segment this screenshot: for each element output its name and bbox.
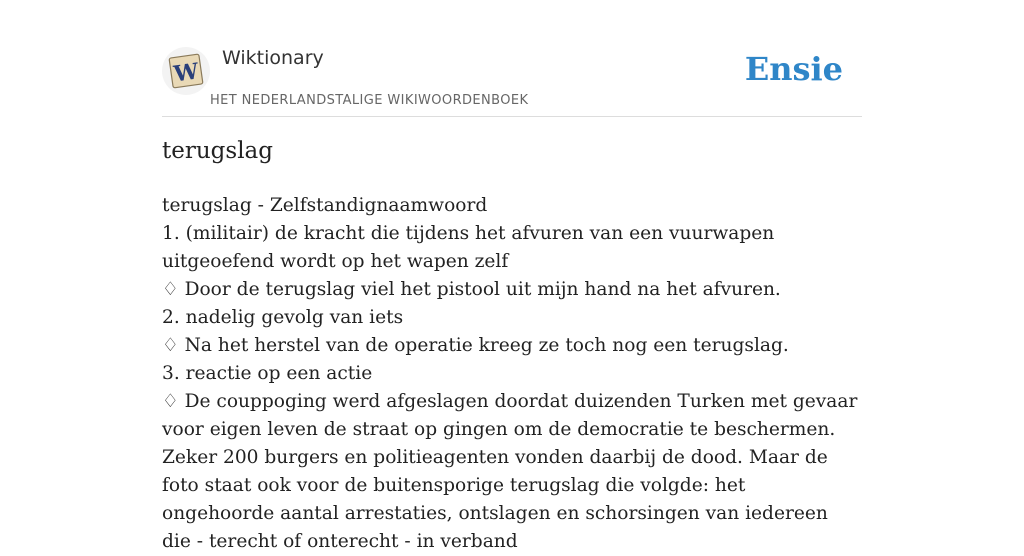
entry-title: terugslag <box>162 138 273 164</box>
ensie-brand-logo[interactable]: Ensie <box>744 50 843 88</box>
entry-heading-line: terugslag - Zelfstandignaamwoord <box>162 195 488 216</box>
definition-2: 2. nadelig gevolg van iets <box>162 307 404 328</box>
w-tile-icon <box>162 47 210 95</box>
example-2: ♢ Na het herstel van de operatie kreeg ze toch nog een terugslag. <box>162 335 789 356</box>
wiktionary-logo-icon[interactable] <box>162 47 210 95</box>
svg-text:W: W <box>172 58 201 88</box>
example-3: ♢ De couppoging werd afgeslagen doordat duizenden Turken met gevaar voor eigen leven de straat op gingen om de democratie te beschermen. Zeker 200 burgers en politieagenten vonden daarbij de dood. Maar de foto staat ook voor de buitensporige terugslag die volgde: het ongehoorde aantal arrestaties, ontslagen en schorsingen van iedereen die - terecht of onterecht - in verband <box>162 391 858 552</box>
definition-3: 3. reactie op een actie <box>162 363 373 384</box>
entry-content <box>162 192 862 556</box>
definition-1: 1. (militair) de kracht die tijdens het afvuren van een vuurwapen uitgeoefend wordt op het wapen zelf <box>162 223 775 272</box>
site-tagline: HET NEDERLANDSTALIGE WIKIWOORDENBOEK <box>210 93 529 108</box>
site-name[interactable]: Wiktionary <box>222 47 324 69</box>
site-header <box>162 40 862 117</box>
example-1: ♢ Door de terugslag viel het pistool uit mijn hand na het afvuren. <box>162 279 781 300</box>
